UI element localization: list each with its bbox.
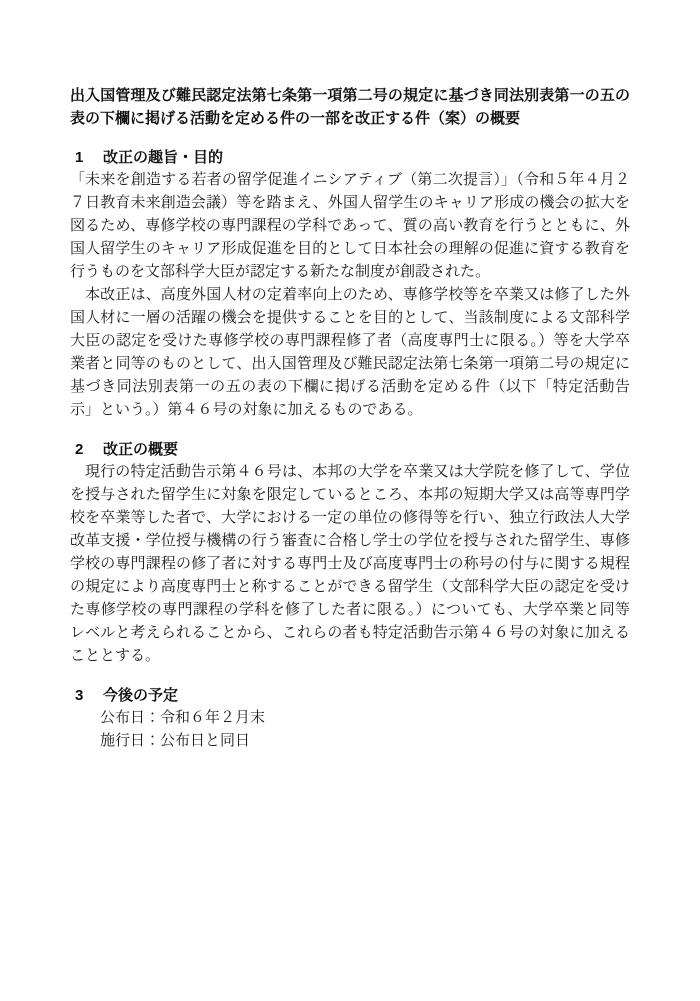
section-heading bbox=[75, 684, 630, 707]
paragraph: 「未来を創造する若者の留学促進イニシアティブ（第二次提言）」（令和５年４月２７日教育未来創造会議）等を踏まえ、外国人留学生のキャリア形成の機会の拡大を図るため、専修学校の専門課程の学科であって、質の高い教育を行うとともに、外国人留学生のキャリア形成促進を目的として日本社会の理解の促進に資する教育を行うものを文部科学大臣が認定する新たな制度が創設された。 bbox=[70, 172, 630, 280]
schedule-line: 公布日：令和６年２月末 bbox=[100, 710, 266, 726]
section-title: 改正の概要 bbox=[103, 441, 179, 458]
document-title: 出入国管理及び難民認定法第七条第一項第二号の規定に基づき同法別表第一の五の表の下欄に掲げる活動を定める件の一部を改正する件（案）の概要 bbox=[70, 87, 630, 127]
section-number: 1 bbox=[75, 149, 84, 166]
section-2 bbox=[70, 438, 630, 668]
section-heading bbox=[75, 146, 630, 169]
section-3 bbox=[70, 684, 630, 753]
sections bbox=[70, 146, 630, 753]
schedule-line: 施行日：公布日と同日 bbox=[100, 733, 251, 749]
section-heading bbox=[75, 438, 630, 461]
section-1 bbox=[70, 146, 630, 422]
section-title: 改正の趣旨・目的 bbox=[103, 149, 224, 166]
section-number: 3 bbox=[75, 687, 84, 704]
section-number: 2 bbox=[75, 441, 84, 458]
paragraph: 本改正は、高度外国人材の定着率向上のため、専修学校等を卒業又は修了した外国人材に一層の活躍の機会を提供することを目的として、当該制度による文部科学大臣の認定を受けた専修学校の専門課程修了者（高度専門士に限る。）等を大学卒業者と同等のものとして、出入国管理及び難民認定法第七条第一項第二号の規定に基づき同法別表第一の五の表の下欄に掲げる活動を定める件（以下「特定活動告示」という。）第４６号の対象に加えるものである。 bbox=[70, 287, 630, 418]
paragraph: 現行の特定活動告示第４６号は、本邦の大学を卒業又は大学院を修了して、学位を授与された留学生に対象を限定しているところ、本邦の短期大学又は高等専門学校を卒業等した者で、大学における一定の単位の修得等を行い、独立行政法人大学改革支援・学位授与機構の行う審査に合格し学士の学位を授与された留学生、専修学校の専門課程の修了者に対する専門士及び高度専門士の称号の付与に関する規程の規定により高度専門士と称することができる留学生（文部科学大臣の認定を受けた専修学校の専門課程の学科を修了した者に限る。）についても、大学卒業と同等レベルと考えられることから、これらの者も特定活動告示第４６号の対象に加えることとする。 bbox=[70, 464, 630, 664]
section-title: 今後の予定 bbox=[103, 687, 179, 704]
